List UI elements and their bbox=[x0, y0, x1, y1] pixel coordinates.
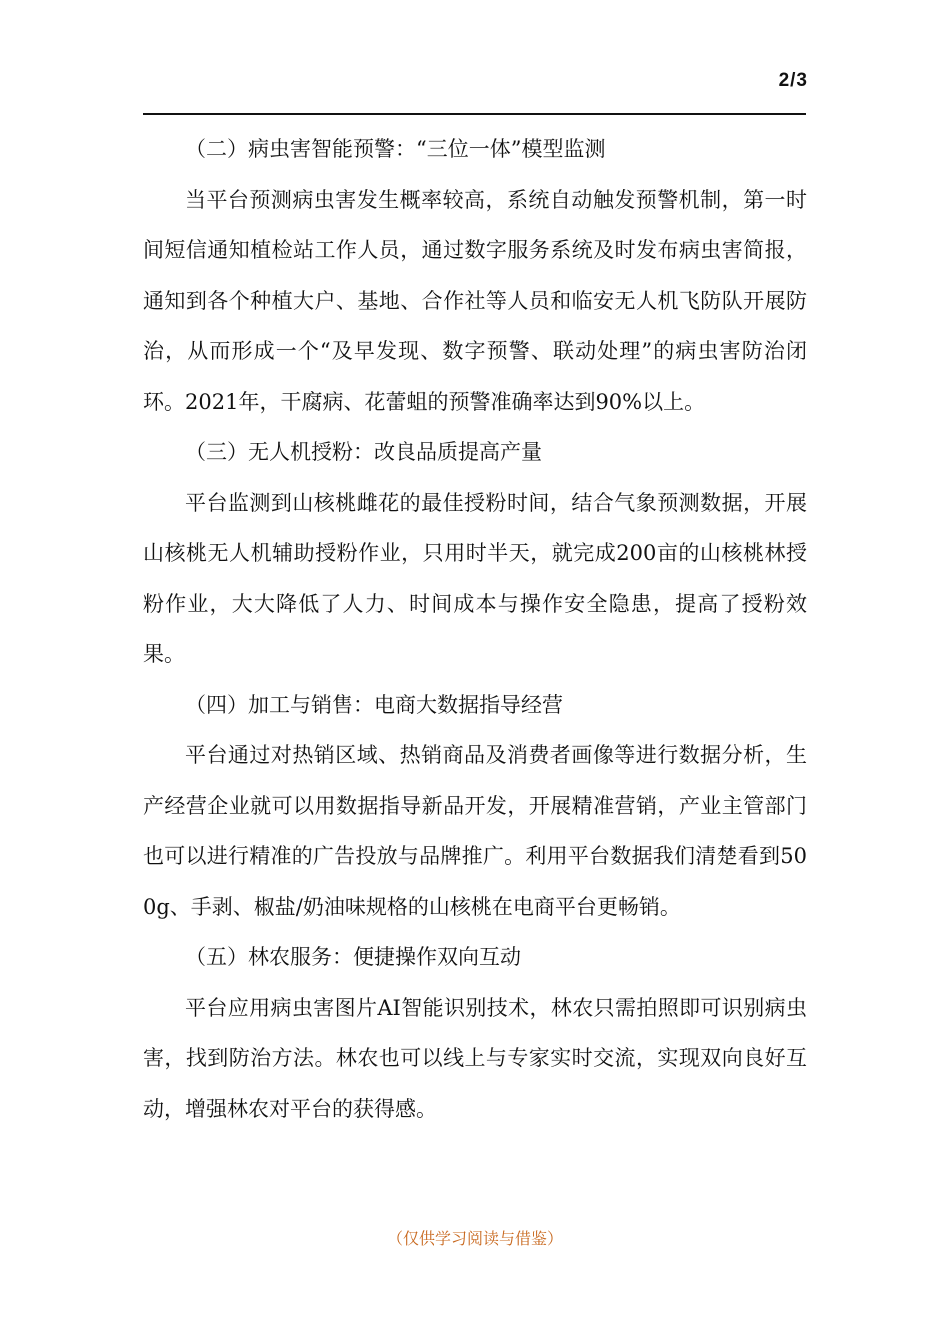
header-rule bbox=[143, 113, 806, 115]
document-body bbox=[143, 124, 807, 1134]
paragraph-farmer-service: 平台应用病虫害图片AI智能识别技术，林农只需拍照即可识别病虫害，找到防治方法。林农也可以线上与专家实时交流，实现双向良好互动，增强林农对平台的获得感。 bbox=[143, 995, 807, 1121]
page-number: 2/3 bbox=[778, 70, 808, 91]
paragraph-drone-pollination: 平台监测到山核桃雌花的最佳授粉时间，结合气象预测数据，开展山核桃无人机辅助授粉作业，只用时半天，就完成200亩的山核桃林授粉作业，大大降低了人力、时间成本与操作安全隐患，提高了授粉效果。 bbox=[143, 490, 807, 666]
section-heading-drone-pollination: （三）无人机授粉：改良品质提高产量 bbox=[185, 440, 542, 464]
section-heading-processing-sales: （四）加工与销售：电商大数据指导经营 bbox=[185, 692, 563, 717]
section-heading-farmer-service: （五）林农服务：便捷操作双向互动 bbox=[185, 945, 521, 969]
footer-note: （仅供学习阅读与借鉴） bbox=[386, 1229, 563, 1248]
section-heading-pest-warning: （二）病虫害智能预警：“三位一体”模型监测 bbox=[185, 137, 606, 161]
paragraph-processing-sales: 平台通过对热销区域、热销商品及消费者画像等进行数据分析，生产经营企业就可以用数据指导新品开发，开展精准营销，产业主管部门也可以进行精准的广告投放与品牌推广。利用平台数据我们清楚看到500g、手剥、椒盐/奶油味规格的山核桃在电商平台更畅销。 bbox=[143, 743, 807, 919]
paragraph-pest-warning: 当平台预测病虫害发生概率较高，系统自动触发预警机制，第一时间短信通知植检站工作人员，通过数字服务系统及时发布病虫害简报，通知到各个种植大户、基地、合作社等人员和临安无人机飞防队开展防治，从而形成一个“及早发现、数字预警、联动处理”的病虫害防治闭环。2021年，干腐病、花蕾蛆的预警准确率达到90%以上。 bbox=[143, 187, 807, 414]
